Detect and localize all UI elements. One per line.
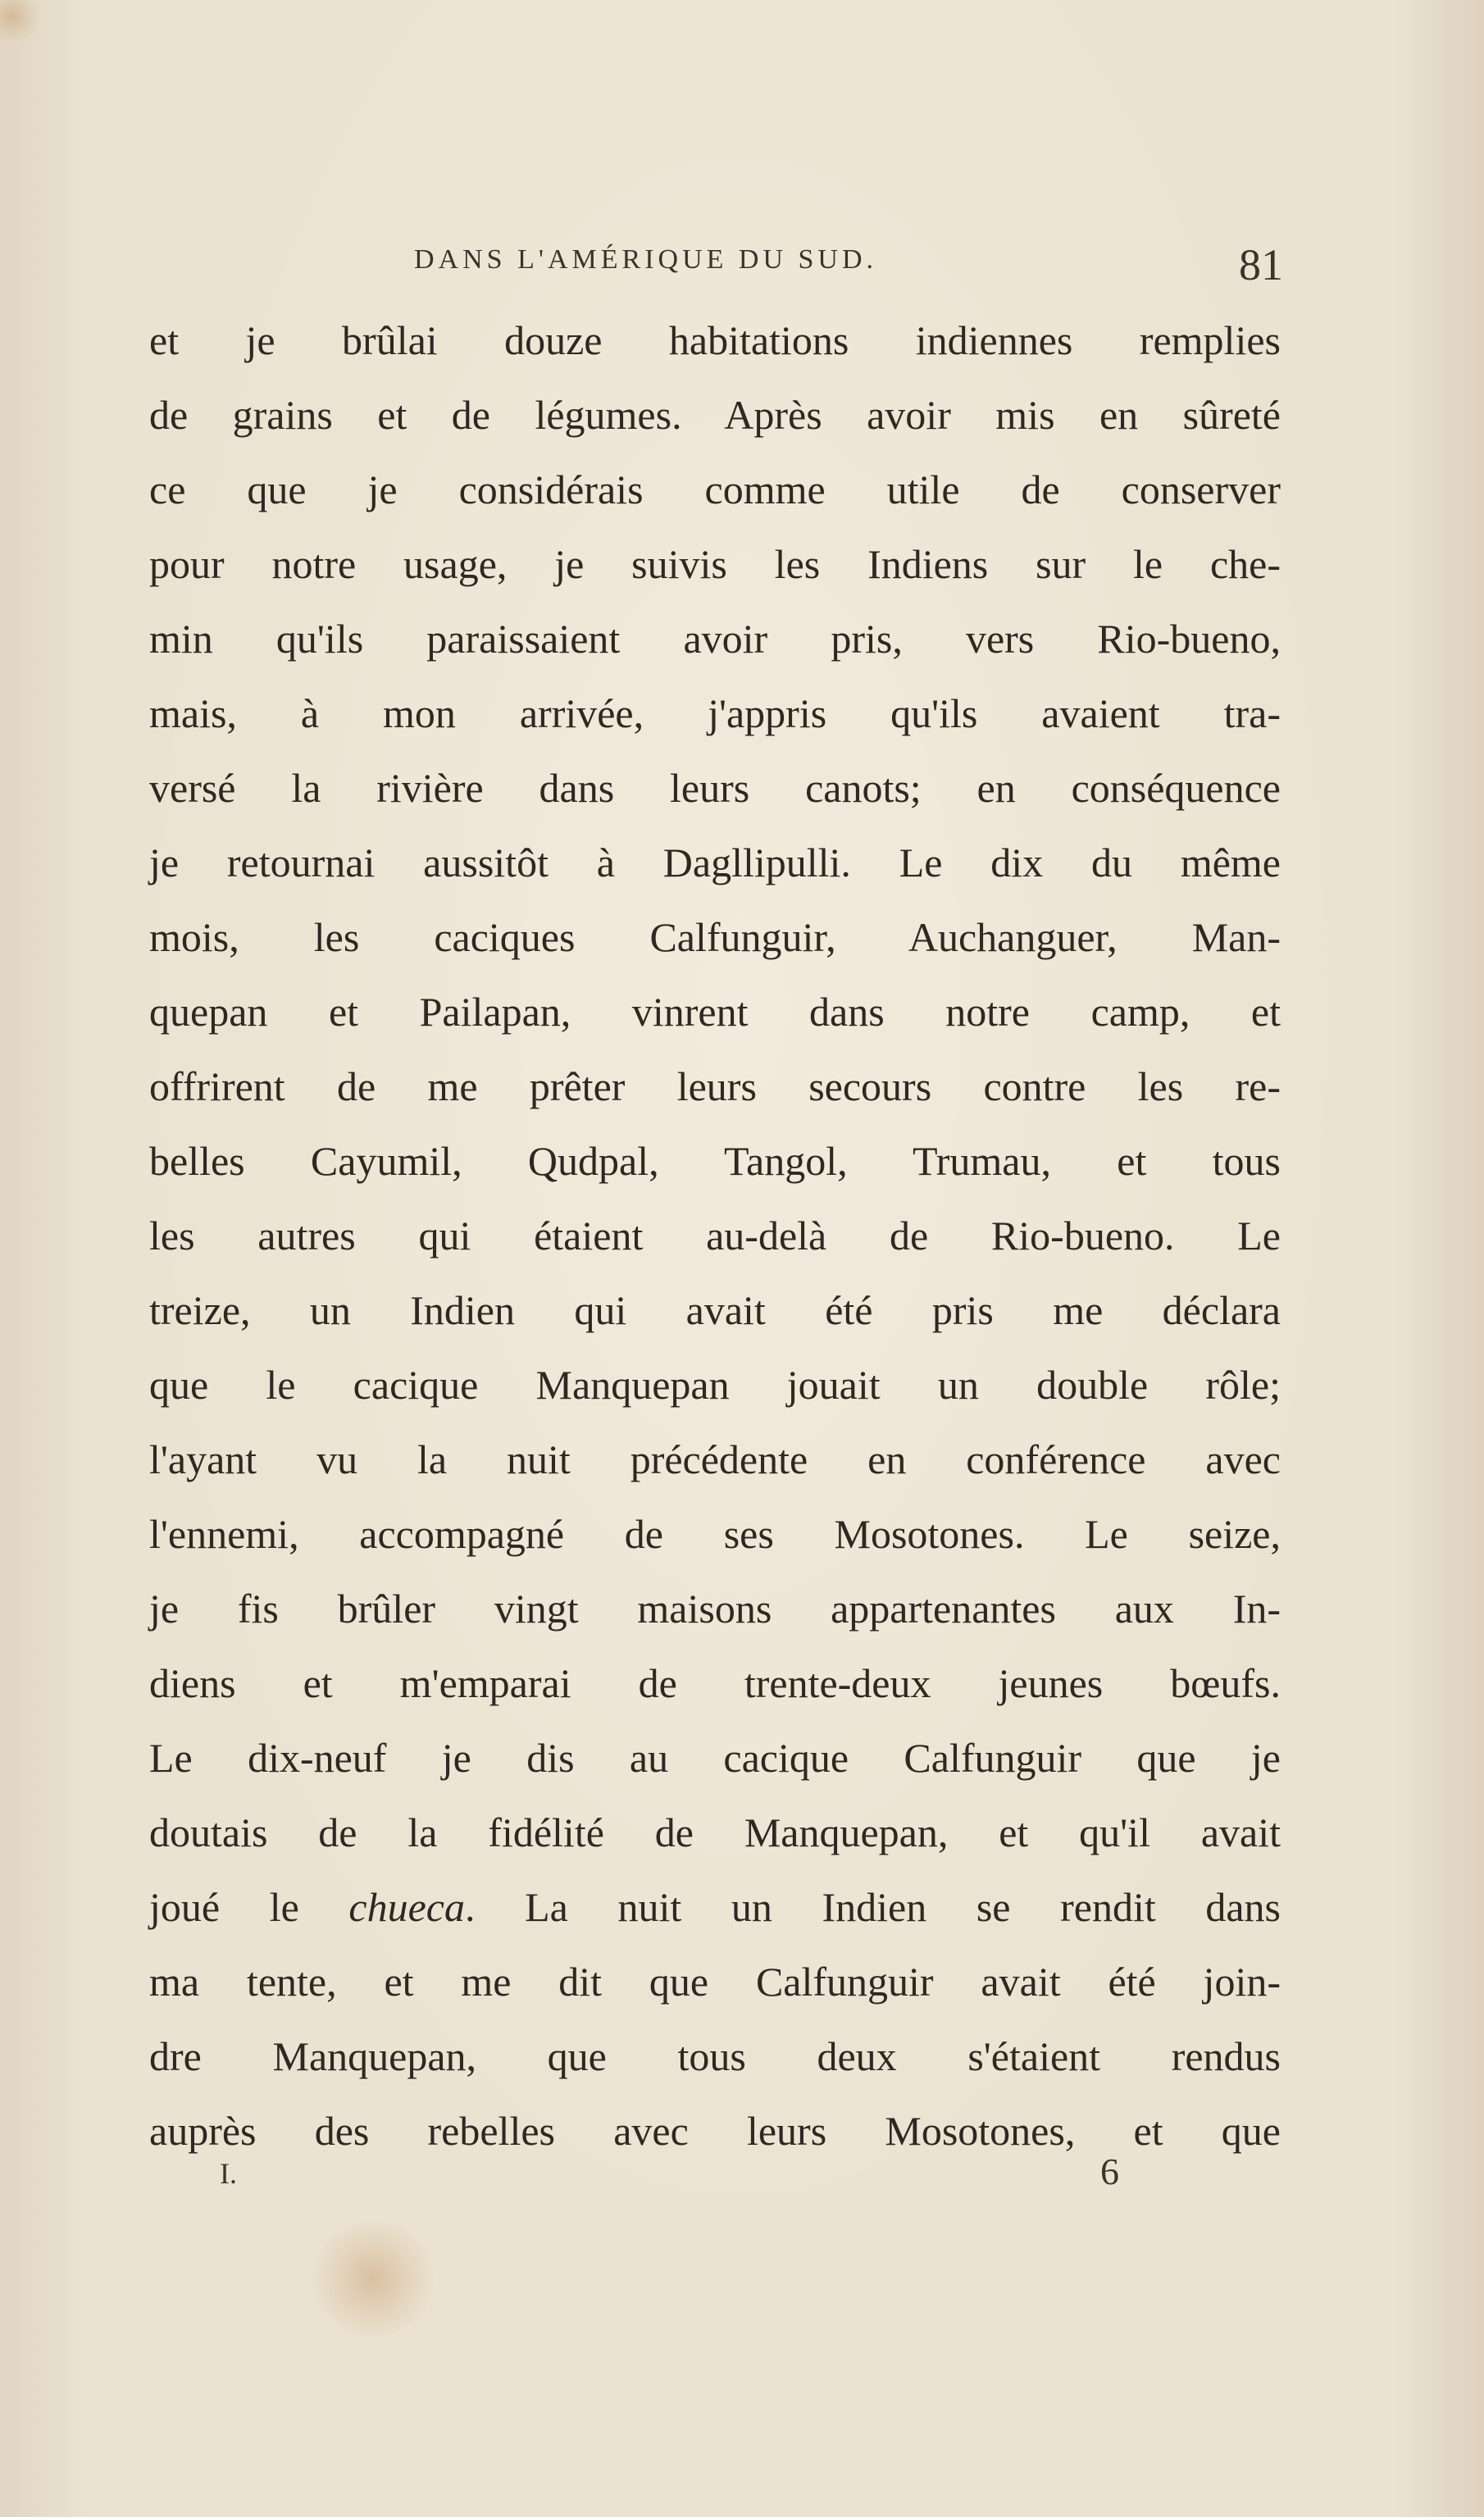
signature-number: 6: [1100, 2151, 1119, 2192]
text-line: Le dix-neuf je dis au cacique Calfunguir que je: [149, 1735, 1281, 1781]
text-line: versé la rivière dans leurs canots; en conséquence: [149, 765, 1281, 811]
text-line: diens et m'emparai de trente-deux jeunes bœufs.: [149, 1660, 1281, 1706]
text-line: je retournai aussitôt à Dagllipulli. Le dix du même: [149, 840, 1281, 885]
text-line: pour notre usage, je suivis les Indiens sur le che-: [149, 541, 1281, 587]
text-line: l'ennemi, accompagné de ses Mosotones. Le seize,: [149, 1511, 1281, 1557]
text-line: belles Cayumil, Qudpal, Tangol, Trumau, et tous: [149, 1138, 1281, 1184]
foxing-stain-bottom: [312, 2222, 435, 2337]
signature-mark: I.: [220, 2157, 237, 2190]
text-line: dre Manquepan, que tous deux s'étaient rendus: [149, 2033, 1281, 2079]
text-line: ce que je considérais comme utile de conserver: [149, 467, 1281, 512]
text-line: de grains et de légumes. Après avoir mis en sûreté: [149, 392, 1281, 438]
italic-word: chueca: [348, 1884, 465, 1930]
page-number: 81: [1239, 240, 1283, 289]
text-line-part: joué le: [149, 1884, 349, 1930]
foxing-stain-top-left: [0, 0, 41, 41]
running-head-title: DANS L'AMÉRIQUE DU SUD.: [414, 244, 878, 275]
text-line-part: . La nuit un Indien se rendit dans: [464, 1884, 1281, 1930]
text-line: min qu'ils paraissaient avoir pris, vers Rio-bueno,: [149, 616, 1281, 662]
text-line: et je brûlai douze habitations indiennes remplies: [149, 317, 1281, 363]
text-line: l'ayant vu la nuit précédente en conférence avec: [149, 1436, 1281, 1482]
text-line: doutais de la fidélité de Manquepan, et qu'il avait: [149, 1809, 1281, 1855]
text-line: mois, les caciques Calfunguir, Auchanguer, Man-: [149, 914, 1281, 960]
text-line: les autres qui étaient au-delà de Rio-bueno. Le: [149, 1213, 1281, 1258]
text-line: offrirent de me prêter leurs secours contre les re-: [149, 1063, 1281, 1109]
body-text: [149, 303, 1281, 2169]
running-head: [152, 239, 1283, 289]
text-line: auprès des rebelles avec leurs Mosotones, et que: [149, 2108, 1281, 2154]
text-line: quepan et Pailapan, vinrent dans notre camp, et: [149, 989, 1281, 1035]
text-line: que le cacique Manquepan jouait un double rôle;: [149, 1362, 1281, 1408]
text-line: [149, 1870, 1281, 1945]
text-line: mais, à mon arrivée, j'appris qu'ils avaient tra-: [149, 690, 1281, 736]
text-line: je fis brûler vingt maisons appartenantes aux In-: [149, 1586, 1281, 1632]
text-line: ma tente, et me dit que Calfunguir avait été join-: [149, 1959, 1281, 2005]
text-line: treize, un Indien qui avait été pris me déclara: [149, 1287, 1281, 1333]
